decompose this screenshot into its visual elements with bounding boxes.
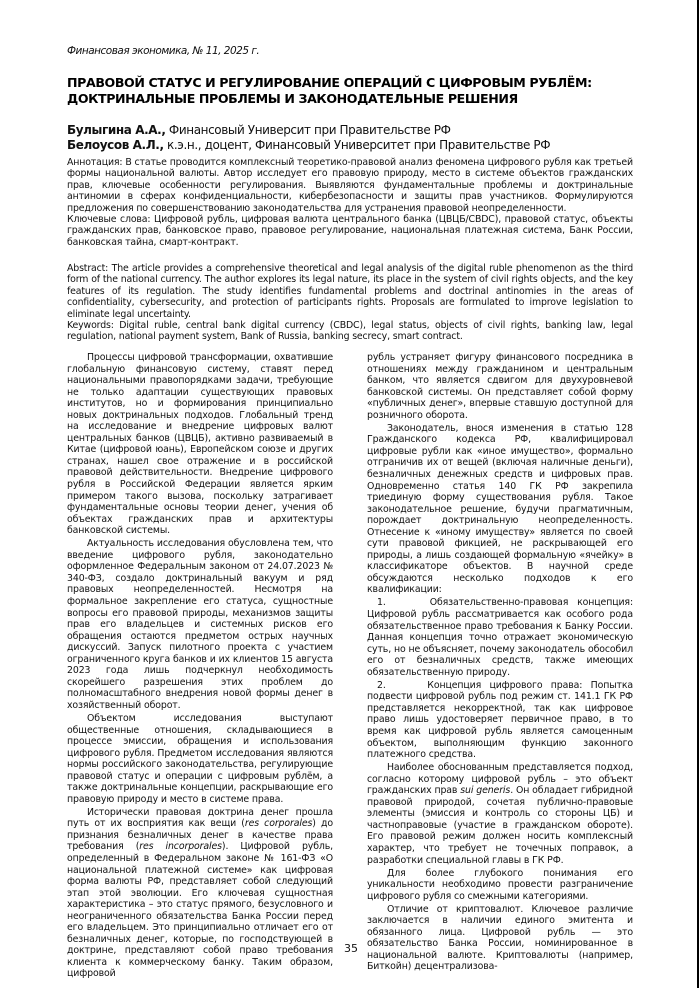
article-title [67,75,647,107]
title-line-1: ПРАВОВОЙ СТАТУС И РЕГУЛИРОВАНИЕ ОПЕРАЦИЙ С ЦИФРОВЫМ РУБЛЁМ: [67,75,592,90]
paragraph: Для более глубокого понимания его уникальности необходимо провести разграничение цифрового рубля со смежными категориями. [367,867,633,902]
paragraph: Отличие от криптовалют. Ключевое различие заключается в наличии единого эмитента и обязанного лица. Цифровой рубль — это обязательство Банка России, номинированное в национальной валюте. Криптовалюты (например, Биткойн) децентрализова- [367,903,633,973]
body-column-left [67,352,333,982]
author-1 [67,123,667,138]
page-number: 35 [344,942,358,955]
text-run: Наиболее обоснованным представляется подход, согласно которому цифровой рубль – это объект гражданских прав [367,762,633,797]
paragraph: Актуальность исследования обусловлена тем, что введение цифрового рубля, законодательно оформленное Федеральным законом от 24.07.2023 № 340-ФЗ, создало доктринальный вакуум и ряд правовых неопределенностей. Несмотря на формальное закрепление его статуса, сущностные вопросы его правовой природы, механизмов защиты прав его владельцев и системных рисков его обращения остаются предметом острых научных дискуссий. Запуск пилотного проекта с участием ограниченного круга банков и их клиентов 15 августа 2023 года лишь подчеркнул необходимость скорейшего разрешения этих проблем до полномасштабного внедрения новой формы денег в хозяйственный оборот. [67,538,333,711]
author-name: Булыгина А.А., [67,123,166,137]
paragraph [67,807,333,980]
abstract-en-block [67,263,633,343]
authors-block [67,123,667,153]
author-name: Белоусов А.Л., [67,138,164,152]
text-run: ) до признания безналичных денег в качестве права требования ( [67,818,333,853]
annotation-ru: Аннотация: В статье проводится комплексный теоретико-правовой анализ феномена цифрового рубля как третьей формы национальной валюты. Автор исследует его правовую природу, место в системе объектов гражданских прав, ключевые особенности регулирования. Выявляются фундаментальные проблемы и доктринальные антиномии в сферах конфиденциальности, кибербезопасности и защиты прав участников. Формулируются предложения по совершенствованию законодательства для устранения правовой неопределенности. [67,157,633,214]
paragraph: Процессы цифровой трансформации, охватившие глобальную финансовую систему, ставят перед национальными правопорядками задачи, требующие не только адаптации существующих правовых институтов, но и формирования принципиально новых доктринальных подходов. Глобальный тренд на исследование и внедрение цифровых валют центральных банков (ЦВЦБ), активно развиваемый в Китае (цифровой юань), Европейском союзе и других странах, нашел свое отражение и в российской правовой действительности. Внедрение цифрового рубля в Российской Федерации является ярким примером такого вызова, поскольку затрагивает фундаментальные основы теории денег, учения об объектах гражданских прав и архитектуры банковской системы. [67,352,333,537]
paragraph [367,762,633,866]
paragraph: Объектом исследования выступают общественные отношения, складывающиеся в процессе эмиссии, обращения и использования цифрового рубля. Предметом исследования являются нормы российского законодательства, регулирующие правовой статус и операции с цифровым рублём, а также доктринальные концепции, раскрывающие его правовую природу и место в системе права. [67,712,333,805]
latin-term: sui generis [460,785,511,797]
list-item: 2. Концепция цифрового права: Попытка подвести цифровой рубль под режим ст. 141.1 ГК РФ представляется некорректной, так как цифровое право лишь удостоверяет первичное право, в то время как цифровой рубль является самоценным объектом, выполняющим функцию законного платежного средства. [367,679,633,761]
text-run: Исторически правовая доктрина денег прошла путь от их восприятия как вещи ( [67,806,333,830]
text-run: ). Цифровой рубль, определенный в Федеральном законе № 161-ФЗ «О национальной платежной системе» как цифровая форма валюты РФ, представляет собой следующий этап этой эволюции. Его ключевая сущностная характеристика – это статус прямого, безусловного и неограниченного обязательства Банка России перед его владельцем. Это принципиально отличает его от безналичных денег, которые, по господствующей в доктрине, представляют собой право требования клиента к коммерческому банку. Таким образом, цифровой [67,841,334,980]
list-item: 1. Обязательственно-правовая концепция: Цифровой рубль рассматривается как особого рода обязательственное право требования к Банку России. Данная концепция точно отражает экономическую суть, но не объясняет, почему законодатель обособил его от безналичных средств, также имеющих обязательственную природу. [367,597,633,678]
keywords-en: Keywords: Digital ruble, central bank digital currency (CBDC), legal status, objects of civil rights, banking law, legal regulation, national payment system, Bank of Russia, banking secrecy, smart contract. [67,320,633,343]
body-column-right [367,352,633,974]
title-line-2: ДОКТРИНАЛЬНЫЕ ПРОБЛЕМЫ И ЗАКОНОДАТЕЛЬНЫЕ РЕШЕНИЯ [67,91,518,106]
paragraph-continued: рубль устраняет фигуру финансового посредника в отношениях между гражданином и центральным банком, что является сдвигом для двухуровневой банковской системы. Он представляет собой форму «публичных денег», впервые ставшую доступной для розничного оборота. [367,352,633,421]
journal-header: Финансовая экономика, № 11, 2025 г. [67,45,260,57]
latin-term: res incorporales [139,841,222,853]
annotation-ru-block [67,157,633,248]
paragraph: Законодатель, внося изменения в статью 128 Гражданского кодекса РФ, квалифицировал цифровые рубли как «иное имущество», формально отграничив их от вещей (включая наличные деньги), безналичных денежных средств и цифровых прав. Одновременно статья 140 ГК РФ закрепила триединую форму существования рубля. Такое законодательное решение, будучи прагматичным, порождает доктринальную неопределенность. Отнесение к «иному имуществу» является по своей сути правовой фикцией, не раскрывающей его природы, а лишь создающей формальную «ячейку» в классификаторе объектов. В научной среде обсуждаются несколько подходов к его квалификации: [367,422,633,596]
latin-term: res corporales [244,818,313,830]
author-affiliation: Финансовый Университ при Правительстве РФ [165,123,451,137]
abstract-en: Abstract: The article provides a comprehensive theoretical and legal analysis of the digital ruble phenomenon as the third form of the national currency. The author explores its legal nature, its place in the system of civil rights objects, and the key features of its regulation. The study identifies fundamental problems and doctrinal antinomies in the areas of confidentiality, cybersecurity, and protection of participants rights. Proposals are formulated to improve legislation to eliminate legal uncertainty. [67,263,633,320]
keywords-ru: Ключевые слова: Цифровой рубль, цифровая валюта центрального банка (ЦВЦБ/CBDC), правовой статус, объекты гражданских прав, банковское право, правовое регулирование, национальная платежная система, Банк России, банковская тайна, смарт-контракт. [67,214,633,248]
author-2 [67,138,667,153]
author-affiliation: к.э.н., доцент, Финансовый Университет при Правительстве РФ [163,138,551,152]
text-run: . Он обладает гибридной правовой природой, сочетая публично-правовые элементы (эмиссия и контроль со стороны ЦБ) и частноправовые (участие в гражданском обороте). Его правовой режим должен носить комплексный характер, что требует не точечных поправок, а разработки специальной главы в ГК РФ. [367,785,633,866]
